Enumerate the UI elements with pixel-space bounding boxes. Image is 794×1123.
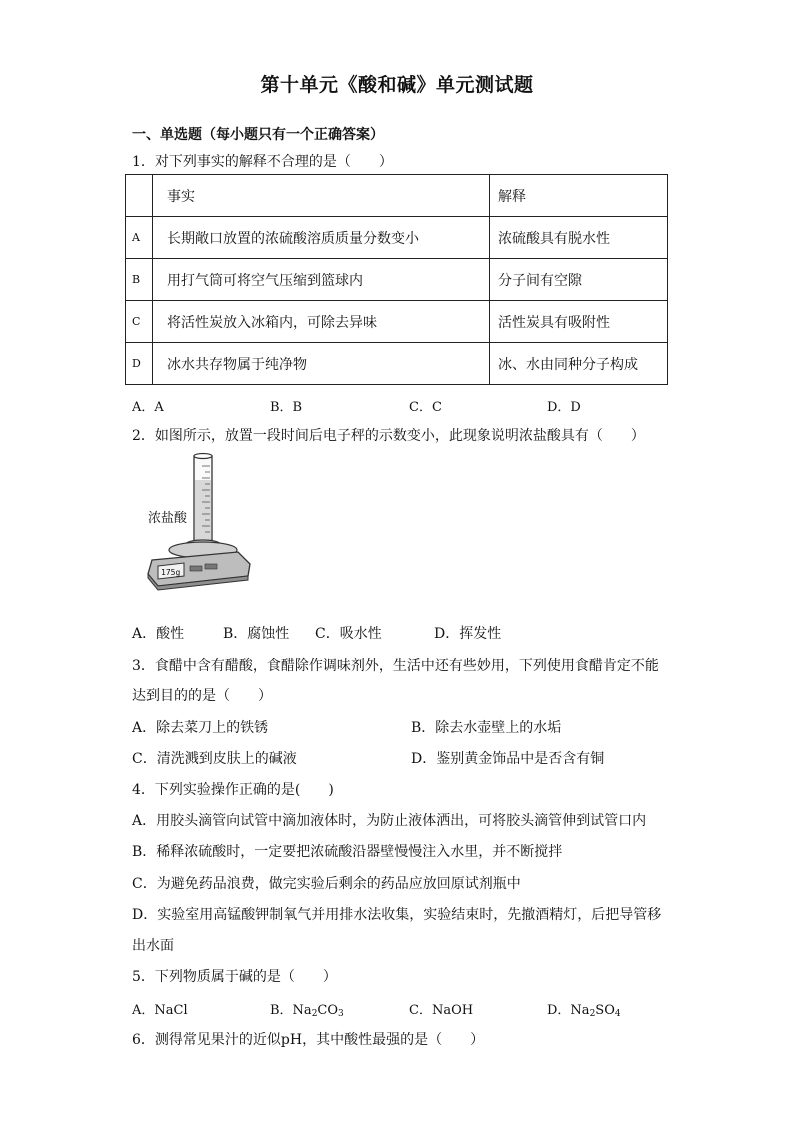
formula-text: SO bbox=[595, 1003, 615, 1018]
balance-cylinder-figure bbox=[138, 452, 256, 592]
row-fact: 将活性炭放入冰箱内，可除去异味 bbox=[153, 301, 490, 343]
scale-button bbox=[190, 566, 202, 571]
formula-subscript: 4 bbox=[614, 1009, 621, 1019]
table-cell bbox=[126, 175, 153, 217]
row-fact: 冰水共存物属于纯净物 bbox=[153, 343, 490, 385]
row-label: D bbox=[126, 343, 153, 385]
option-a[interactable]: A．NaCl bbox=[132, 1003, 188, 1018]
option-c[interactable]: C．清洗溅到皮肤上的碱液 bbox=[132, 751, 297, 767]
formula-subscript: 2 bbox=[311, 1009, 318, 1019]
option-b[interactable]: B．B bbox=[270, 400, 303, 415]
question-3-stem-line1: 3．食醋中含有醋酸，食醋除作调味剂外，生活中还有些妙用，下列使用食醋肯定不能 bbox=[132, 658, 659, 674]
formula-text: D．Na bbox=[547, 1003, 590, 1018]
option-d[interactable] bbox=[547, 999, 621, 1018]
option-a[interactable]: A．除去菜刀上的铁锈 bbox=[132, 720, 269, 736]
option-c[interactable]: C．NaOH bbox=[409, 1003, 474, 1018]
formula-text: B．Na bbox=[270, 1003, 312, 1018]
option-d[interactable]: D．D bbox=[547, 400, 581, 415]
table-header-explain: 解释 bbox=[490, 175, 668, 217]
option-a[interactable]: A．用胶头滴管向试管中滴加液体时，为防止液体洒出，可将胶头滴管伸到试管口内 bbox=[132, 813, 647, 829]
option-d[interactable]: D．挥发性 bbox=[434, 626, 502, 642]
row-explain: 冰、水由同种分子构成 bbox=[490, 343, 668, 385]
option-d[interactable]: D．实验室用高锰酸钾制氧气并用排水法收集，实验结束时，先撤酒精灯，后把导管移 bbox=[132, 907, 662, 923]
facts-table bbox=[125, 174, 668, 385]
option-b[interactable]: B．除去水壶壁上的水垢 bbox=[411, 720, 562, 736]
question-5-stem: 5．下列物质属于碱的是（ ） bbox=[132, 969, 337, 985]
table-row bbox=[126, 301, 668, 343]
question-6-stem: 6．测得常见果汁的近似pH，其中酸性最强的是（ ） bbox=[132, 1032, 485, 1048]
row-label: C bbox=[126, 301, 153, 343]
row-fact: 长期敞口放置的浓硫酸溶质质量分数变小 bbox=[153, 217, 490, 259]
option-c[interactable]: C．C bbox=[409, 400, 442, 415]
row-explain: 活性炭具有吸附性 bbox=[490, 301, 668, 343]
option-d[interactable]: D．鉴别黄金饰品中是否含有铜 bbox=[411, 751, 605, 767]
option-b[interactable]: B．腐蚀性 bbox=[223, 626, 290, 642]
scale-reading: 175g bbox=[161, 568, 181, 577]
option-a[interactable]: A．A bbox=[132, 400, 164, 415]
formula-subscript: 3 bbox=[338, 1009, 344, 1019]
table-header-fact: 事实 bbox=[153, 175, 490, 217]
question-4-stem: 4．下列实验操作正确的是( ) bbox=[132, 782, 334, 798]
option-c[interactable]: C．吸水性 bbox=[315, 626, 382, 642]
table-row bbox=[126, 217, 668, 259]
section-heading: 一、单选题（每小题只有一个正确答案） bbox=[132, 127, 384, 143]
row-label: A bbox=[126, 217, 153, 259]
question-1-stem: 1．对下列事实的解释不合理的是（ ） bbox=[132, 154, 393, 170]
row-explain: 浓硫酸具有脱水性 bbox=[490, 217, 668, 259]
formula-subscript: 2 bbox=[589, 1009, 596, 1019]
option-c[interactable]: C．为避免药品浪费，做完实验后剩余的药品应放回原试剂瓶中 bbox=[132, 876, 521, 892]
table-row bbox=[126, 343, 668, 385]
row-explain: 分子间有空隙 bbox=[490, 259, 668, 301]
acid-liquid bbox=[195, 480, 211, 543]
option-b[interactable] bbox=[270, 999, 344, 1018]
figure-label: 浓盐酸 bbox=[148, 511, 188, 526]
row-label: B bbox=[126, 259, 153, 301]
cylinder-rim bbox=[194, 454, 212, 459]
option-a[interactable]: A．酸性 bbox=[132, 626, 185, 642]
scale-button bbox=[205, 564, 217, 569]
formula-text: CO bbox=[317, 1003, 339, 1018]
page-title: 第十单元《酸和碱》单元测试题 bbox=[260, 74, 534, 96]
row-fact: 用打气筒可将空气压缩到篮球内 bbox=[153, 259, 490, 301]
option-d-continued: 出水面 bbox=[132, 938, 174, 954]
question-3-stem-line2: 达到目的的是（ ） bbox=[132, 688, 272, 704]
question-2-stem: 2．如图所示，放置一段时间后电子秤的示数变小，此现象说明浓盐酸具有（ ） bbox=[132, 428, 645, 444]
option-b[interactable]: B．稀释浓硫酸时，一定要把浓硫酸沿器壁慢慢注入水里，并不断搅拌 bbox=[132, 844, 563, 860]
table-row bbox=[126, 259, 668, 301]
table-header-row bbox=[126, 175, 668, 217]
